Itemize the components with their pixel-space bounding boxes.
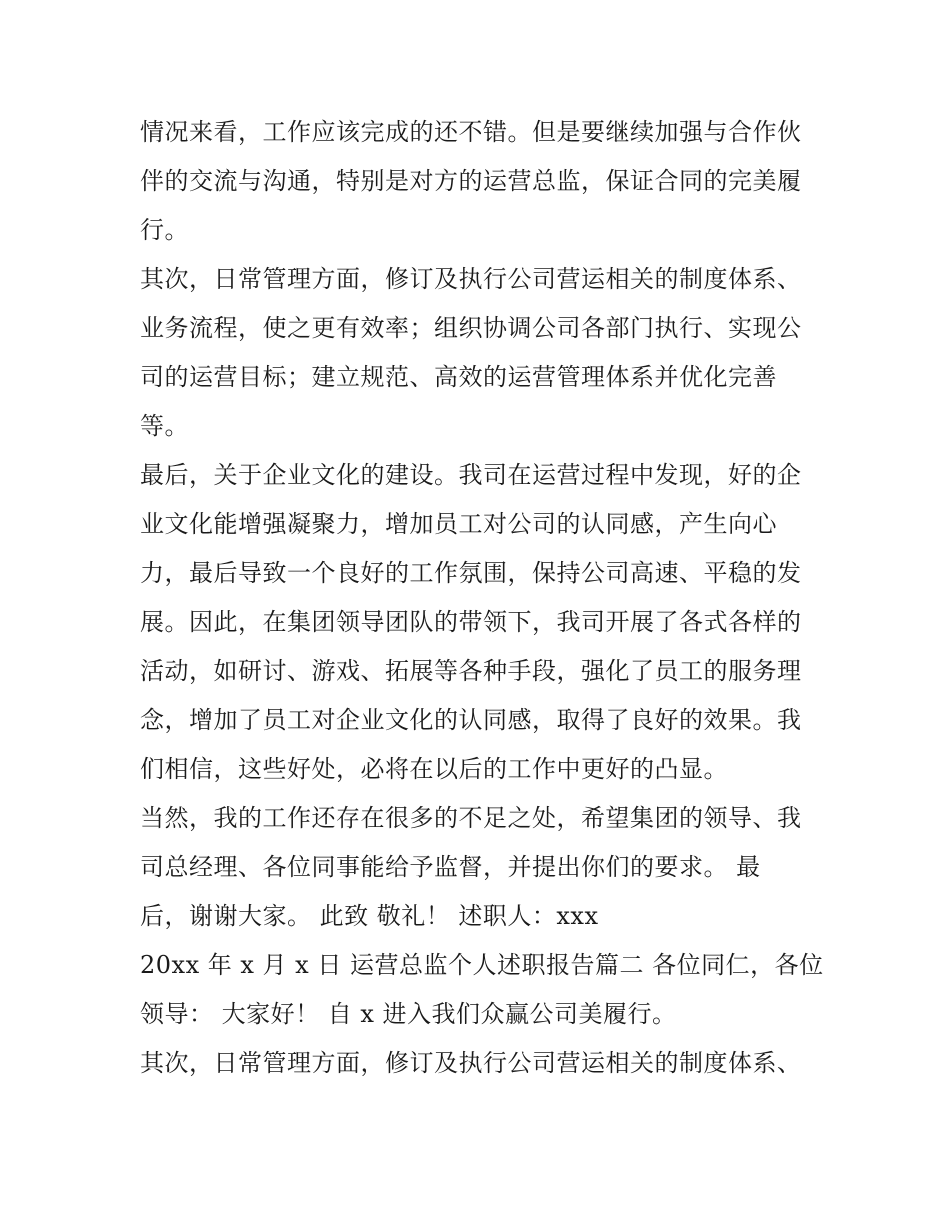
text-line: 司的运营目标；建立规范、高效的运营管理体系并优化完善 (140, 363, 777, 391)
text-line: 伴的交流与沟通，特别是对方的运营总监，保证合同的完美履 (140, 167, 802, 195)
text-line: 最后，关于企业文化的建设。我司在运营过程中发现，好的企 (140, 461, 802, 489)
text-line: 司总经理、各位同事能给予监督，并提出你们的要求。 最 (140, 853, 761, 881)
document-body (140, 108, 824, 1088)
text-line: 业务流程，使之更有效率；组织协调公司各部门执行、实现公 (140, 314, 802, 342)
text-line: 展。因此，在集团领导团队的带领下，我司开展了各式各样的 (140, 608, 802, 636)
text-line: 们相信，这些好处，必将在以后的工作中更好的凸显。 (140, 755, 728, 783)
text-line: 等。 (140, 412, 189, 440)
text-line: 20xx 年 x 月 x 日 运营总监个人述职报告篇二 各位同仁，各位 (140, 951, 824, 979)
text-line: 其次，日常管理方面，修订及执行公司营运相关的制度体系、 (140, 265, 802, 293)
text-line: 业文化能增强凝聚力，增加员工对公司的认同感，产生向心 (140, 510, 777, 538)
text-line: 后，谢谢大家。 此致 敬礼！ 述职人：xxx (140, 902, 599, 930)
text-line: 情况来看，工作应该完成的还不错。但是要继续加强与合作伙 (140, 118, 802, 146)
text-line: 行。 (140, 216, 189, 244)
text-line: 当然，我的工作还存在很多的不足之处，希望集团的领导、我 (140, 804, 802, 832)
text-line: 其次，日常管理方面，修订及执行公司营运相关的制度体系、 (140, 1049, 802, 1077)
text-line: 活动，如研讨、游戏、拓展等各种手段，强化了员工的服务理 (140, 657, 802, 685)
text-line: 领导： 大家好！ 自 x 进入我们众赢公司美履行。 (140, 1000, 677, 1028)
text-line: 念，增加了员工对企业文化的认同感，取得了良好的效果。我 (140, 706, 802, 734)
text-line: 力，最后导致一个良好的工作氛围，保持公司高速、平稳的发 (140, 559, 802, 587)
